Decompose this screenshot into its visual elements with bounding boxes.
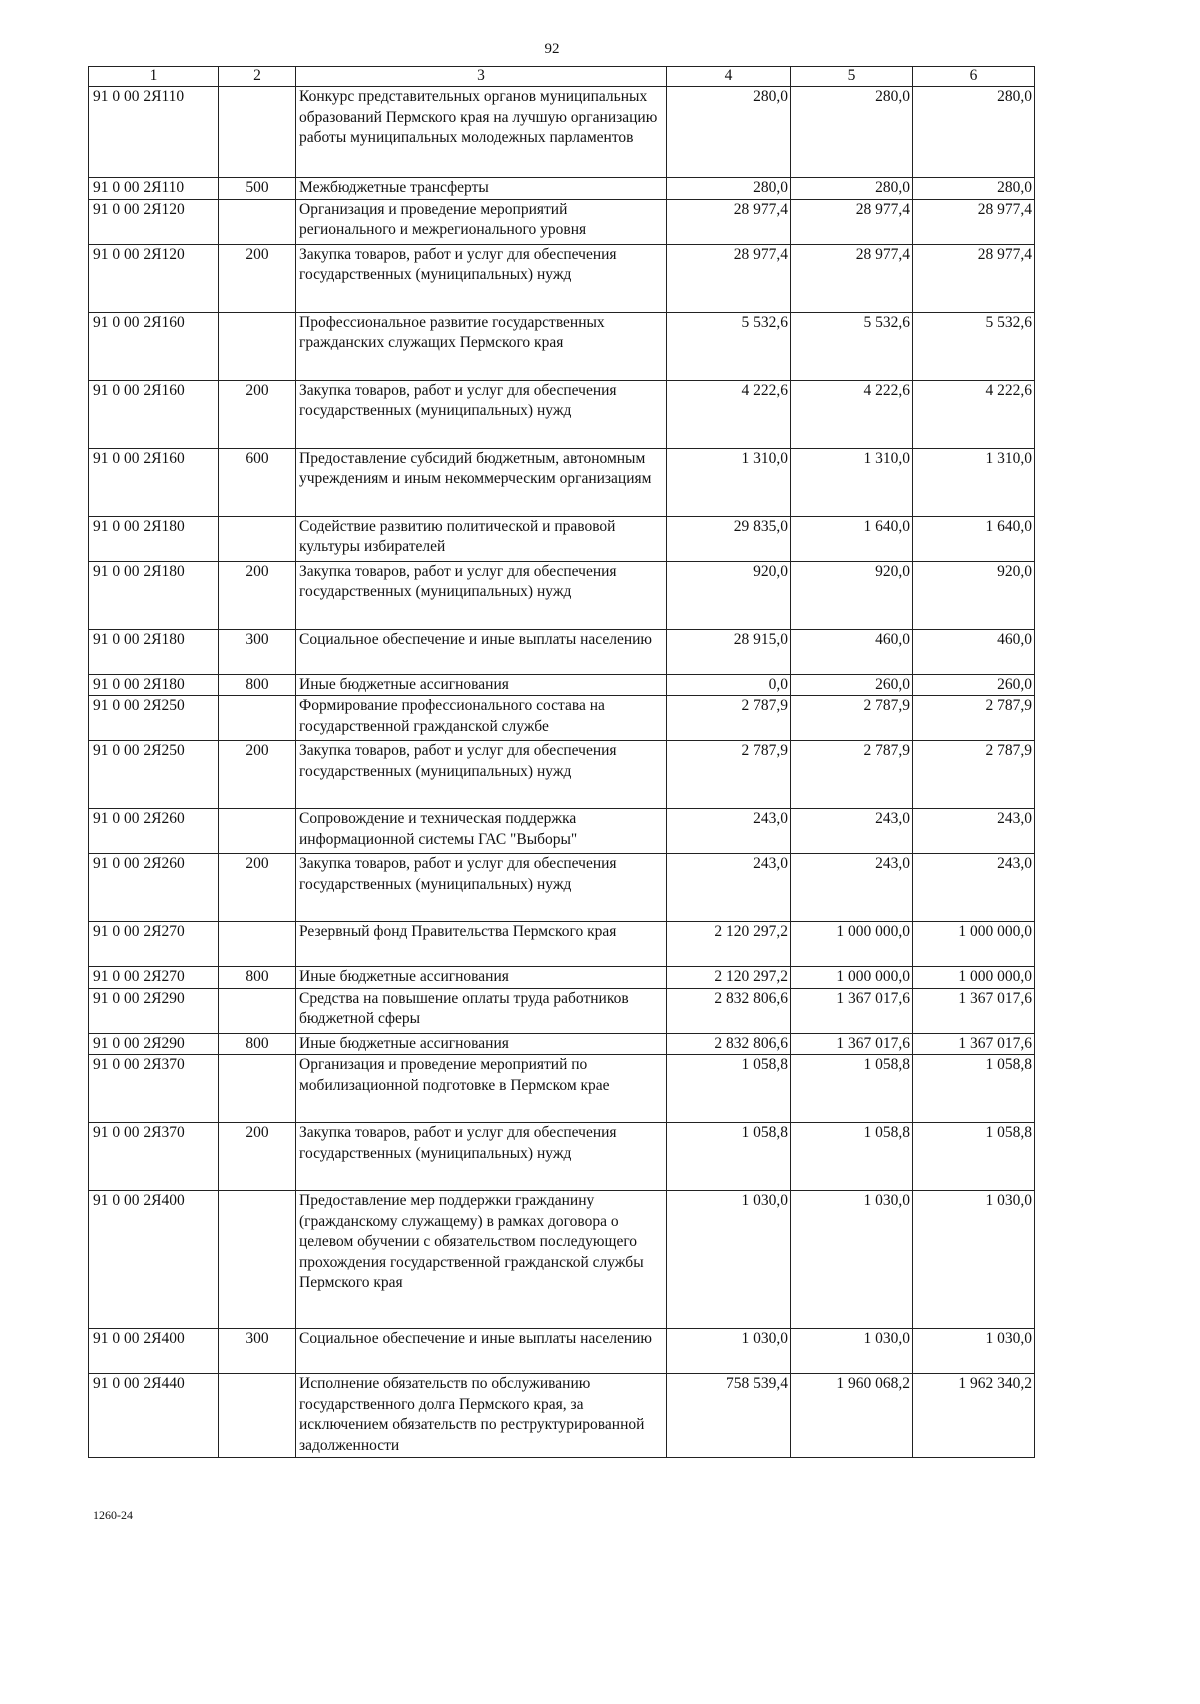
cell-value-6: 1 000 000,0 (913, 967, 1035, 989)
column-header-5: 5 (791, 67, 913, 87)
cell-value-4: 28 977,4 (667, 244, 791, 312)
cell-value-6: 2 787,9 (913, 696, 1035, 741)
table-row (89, 809, 1035, 854)
cell-name: Закупка товаров, работ и услуг для обеспечения государственных (муниципальных) нужд (296, 854, 667, 922)
cell-name: Содействие развитию политической и правовой культуры избирателей (296, 516, 667, 561)
cell-name: Межбюджетные трансферты (296, 178, 667, 200)
table-row (89, 1123, 1035, 1191)
cell-value-4: 4 222,6 (667, 380, 791, 448)
cell-value-6: 243,0 (913, 854, 1035, 922)
cell-value-6: 1 640,0 (913, 516, 1035, 561)
cell-value-5: 2 787,9 (791, 741, 913, 809)
cell-expense-type: 800 (219, 967, 296, 989)
cell-name: Социальное обеспечение и иные выплаты населению (296, 1329, 667, 1374)
cell-value-6: 1 058,8 (913, 1055, 1035, 1123)
cell-value-6: 1 030,0 (913, 1329, 1035, 1374)
cell-expense-type: 300 (219, 629, 296, 674)
table-row (89, 696, 1035, 741)
cell-value-5: 1 960 068,2 (791, 1374, 913, 1458)
cell-code: 91 0 00 2Я270 (89, 922, 219, 967)
table-row (89, 380, 1035, 448)
cell-value-4: 1 030,0 (667, 1191, 791, 1329)
cell-value-5: 2 787,9 (791, 696, 913, 741)
table-row (89, 922, 1035, 967)
cell-expense-type: 200 (219, 1123, 296, 1191)
cell-value-6: 4 222,6 (913, 380, 1035, 448)
cell-value-5: 260,0 (791, 674, 913, 696)
cell-name: Сопровождение и техническая поддержка информационной системы ГАС "Выборы" (296, 809, 667, 854)
table-row (89, 448, 1035, 516)
column-header-3: 3 (296, 67, 667, 87)
cell-code: 91 0 00 2Я400 (89, 1329, 219, 1374)
cell-value-5: 1 058,8 (791, 1055, 913, 1123)
cell-value-5: 1 367 017,6 (791, 988, 913, 1033)
cell-value-4: 280,0 (667, 178, 791, 200)
table-row (89, 1055, 1035, 1123)
cell-value-4: 758 539,4 (667, 1374, 791, 1458)
cell-value-6: 280,0 (913, 87, 1035, 178)
cell-value-4: 243,0 (667, 809, 791, 854)
cell-name: Организация и проведение мероприятий по мобилизационной подготовке в Пермском крае (296, 1055, 667, 1123)
cell-code: 91 0 00 2Я290 (89, 988, 219, 1033)
cell-expense-type: 500 (219, 178, 296, 200)
table-row (89, 967, 1035, 989)
cell-value-4: 1 058,8 (667, 1123, 791, 1191)
column-header-6: 6 (913, 67, 1035, 87)
cell-value-6: 28 977,4 (913, 199, 1035, 244)
cell-code: 91 0 00 2Я180 (89, 674, 219, 696)
table-row (89, 87, 1035, 178)
cell-value-5: 920,0 (791, 561, 913, 629)
table-body (89, 87, 1035, 1458)
cell-value-6: 920,0 (913, 561, 1035, 629)
cell-value-4: 28 977,4 (667, 199, 791, 244)
cell-value-5: 1 058,8 (791, 1123, 913, 1191)
cell-code: 91 0 00 2Я180 (89, 561, 219, 629)
table-row (89, 244, 1035, 312)
cell-value-6: 1 058,8 (913, 1123, 1035, 1191)
cell-code: 91 0 00 2Я120 (89, 199, 219, 244)
cell-expense-type: 200 (219, 244, 296, 312)
cell-code: 91 0 00 2Я440 (89, 1374, 219, 1458)
cell-code: 91 0 00 2Я250 (89, 741, 219, 809)
cell-value-5: 1 640,0 (791, 516, 913, 561)
cell-value-4: 0,0 (667, 674, 791, 696)
cell-expense-type (219, 922, 296, 967)
cell-expense-type (219, 1191, 296, 1329)
cell-value-4: 1 030,0 (667, 1329, 791, 1374)
cell-name: Средства на повышение оплаты труда работников бюджетной сферы (296, 988, 667, 1033)
cell-value-5: 5 532,6 (791, 312, 913, 380)
cell-value-4: 243,0 (667, 854, 791, 922)
cell-value-4: 2 832 806,6 (667, 988, 791, 1033)
table-row (89, 1033, 1035, 1055)
cell-code: 91 0 00 2Я370 (89, 1055, 219, 1123)
cell-value-6: 2 787,9 (913, 741, 1035, 809)
cell-value-6: 1 367 017,6 (913, 988, 1035, 1033)
cell-expense-type: 800 (219, 674, 296, 696)
cell-expense-type (219, 1055, 296, 1123)
cell-value-6: 1 962 340,2 (913, 1374, 1035, 1458)
cell-name: Закупка товаров, работ и услуг для обеспечения государственных (муниципальных) нужд (296, 561, 667, 629)
cell-code: 91 0 00 2Я110 (89, 87, 219, 178)
cell-code: 91 0 00 2Я260 (89, 809, 219, 854)
cell-name: Конкурс представительных органов муниципальных образований Пермского края на лучшую организацию работы муниципальных молодежных парламентов (296, 87, 667, 178)
cell-value-4: 2 120 297,2 (667, 967, 791, 989)
table-row (89, 854, 1035, 922)
footer-code: 1260-24 (93, 1508, 133, 1522)
cell-expense-type (219, 516, 296, 561)
cell-value-5: 28 977,4 (791, 199, 913, 244)
table-row (89, 516, 1035, 561)
cell-expense-type (219, 312, 296, 380)
cell-value-4: 1 058,8 (667, 1055, 791, 1123)
cell-expense-type (219, 199, 296, 244)
cell-value-4: 29 835,0 (667, 516, 791, 561)
cell-value-5: 460,0 (791, 629, 913, 674)
cell-value-6: 1 000 000,0 (913, 922, 1035, 967)
cell-value-5: 243,0 (791, 854, 913, 922)
cell-code: 91 0 00 2Я370 (89, 1123, 219, 1191)
cell-value-4: 280,0 (667, 87, 791, 178)
cell-code: 91 0 00 2Я270 (89, 967, 219, 989)
cell-value-5: 1 367 017,6 (791, 1033, 913, 1055)
table-row (89, 178, 1035, 200)
column-header-1: 1 (89, 67, 219, 87)
cell-code: 91 0 00 2Я250 (89, 696, 219, 741)
cell-value-5: 1 310,0 (791, 448, 913, 516)
cell-expense-type: 200 (219, 741, 296, 809)
cell-value-4: 920,0 (667, 561, 791, 629)
cell-name: Закупка товаров, работ и услуг для обеспечения государственных (муниципальных) нужд (296, 380, 667, 448)
table-row (89, 629, 1035, 674)
cell-code: 91 0 00 2Я160 (89, 380, 219, 448)
cell-code: 91 0 00 2Я400 (89, 1191, 219, 1329)
cell-value-6: 260,0 (913, 674, 1035, 696)
table-row (89, 1191, 1035, 1329)
cell-expense-type: 800 (219, 1033, 296, 1055)
budget-table (88, 66, 1035, 1458)
cell-value-5: 1 030,0 (791, 1191, 913, 1329)
cell-expense-type (219, 809, 296, 854)
cell-expense-type (219, 988, 296, 1033)
cell-code: 91 0 00 2Я290 (89, 1033, 219, 1055)
cell-expense-type: 300 (219, 1329, 296, 1374)
cell-code: 91 0 00 2Я180 (89, 629, 219, 674)
cell-name: Социальное обеспечение и иные выплаты населению (296, 629, 667, 674)
column-header-2: 2 (219, 67, 296, 87)
column-header-4: 4 (667, 67, 791, 87)
page-number: 92 (544, 41, 560, 57)
cell-expense-type: 200 (219, 854, 296, 922)
cell-value-5: 243,0 (791, 809, 913, 854)
cell-expense-type: 200 (219, 380, 296, 448)
table-row (89, 674, 1035, 696)
cell-value-5: 280,0 (791, 87, 913, 178)
cell-code: 91 0 00 2Я160 (89, 448, 219, 516)
cell-name: Формирование профессионального состава на государственной гражданской службе (296, 696, 667, 741)
table-row (89, 741, 1035, 809)
cell-value-5: 28 977,4 (791, 244, 913, 312)
cell-value-5: 1 000 000,0 (791, 922, 913, 967)
cell-value-4: 28 915,0 (667, 629, 791, 674)
cell-value-5: 4 222,6 (791, 380, 913, 448)
table-row (89, 561, 1035, 629)
table-row (89, 1329, 1035, 1374)
cell-value-4: 2 832 806,6 (667, 1033, 791, 1055)
cell-expense-type: 200 (219, 561, 296, 629)
cell-name: Иные бюджетные ассигнования (296, 967, 667, 989)
cell-value-6: 280,0 (913, 178, 1035, 200)
cell-value-4: 1 310,0 (667, 448, 791, 516)
cell-expense-type: 600 (219, 448, 296, 516)
cell-name: Резервный фонд Правительства Пермского края (296, 922, 667, 967)
cell-name: Предоставление мер поддержки гражданину (гражданскому служащему) в рамках договора о целевом обучении с обязательством последующего прохождения государственной гражданской службы Пермского края (296, 1191, 667, 1329)
cell-value-5: 1 000 000,0 (791, 967, 913, 989)
table-row (89, 988, 1035, 1033)
cell-value-4: 2 120 297,2 (667, 922, 791, 967)
cell-code: 91 0 00 2Я160 (89, 312, 219, 380)
cell-value-6: 28 977,4 (913, 244, 1035, 312)
cell-name: Закупка товаров, работ и услуг для обеспечения государственных (муниципальных) нужд (296, 1123, 667, 1191)
cell-name: Организация и проведение мероприятий регионального и межрегионального уровня (296, 199, 667, 244)
cell-value-6: 5 532,6 (913, 312, 1035, 380)
table-row (89, 199, 1035, 244)
cell-value-6: 1 367 017,6 (913, 1033, 1035, 1055)
cell-value-4: 2 787,9 (667, 696, 791, 741)
cell-code: 91 0 00 2Я110 (89, 178, 219, 200)
cell-code: 91 0 00 2Я120 (89, 244, 219, 312)
cell-name: Иные бюджетные ассигнования (296, 674, 667, 696)
cell-expense-type (219, 87, 296, 178)
cell-name: Предоставление субсидий бюджетным, автономным учреждениям и иным некоммерческим организациям (296, 448, 667, 516)
cell-code: 91 0 00 2Я260 (89, 854, 219, 922)
table-row (89, 1374, 1035, 1458)
cell-name: Закупка товаров, работ и услуг для обеспечения государственных (муниципальных) нужд (296, 244, 667, 312)
cell-value-4: 2 787,9 (667, 741, 791, 809)
cell-name: Закупка товаров, работ и услуг для обеспечения государственных (муниципальных) нужд (296, 741, 667, 809)
header-row (89, 67, 1035, 87)
cell-value-5: 1 030,0 (791, 1329, 913, 1374)
cell-value-6: 1 310,0 (913, 448, 1035, 516)
table-row (89, 312, 1035, 380)
cell-value-4: 5 532,6 (667, 312, 791, 380)
cell-value-6: 460,0 (913, 629, 1035, 674)
cell-value-5: 280,0 (791, 178, 913, 200)
cell-code: 91 0 00 2Я180 (89, 516, 219, 561)
cell-expense-type (219, 1374, 296, 1458)
cell-expense-type (219, 696, 296, 741)
cell-name: Профессиональное развитие государственных гражданских служащих Пермского края (296, 312, 667, 380)
cell-value-6: 1 030,0 (913, 1191, 1035, 1329)
cell-value-6: 243,0 (913, 809, 1035, 854)
cell-name: Исполнение обязательств по обслуживанию государственного долга Пермского края, за исключением обязательств по реструктурированной задолженности (296, 1374, 667, 1458)
cell-name: Иные бюджетные ассигнования (296, 1033, 667, 1055)
